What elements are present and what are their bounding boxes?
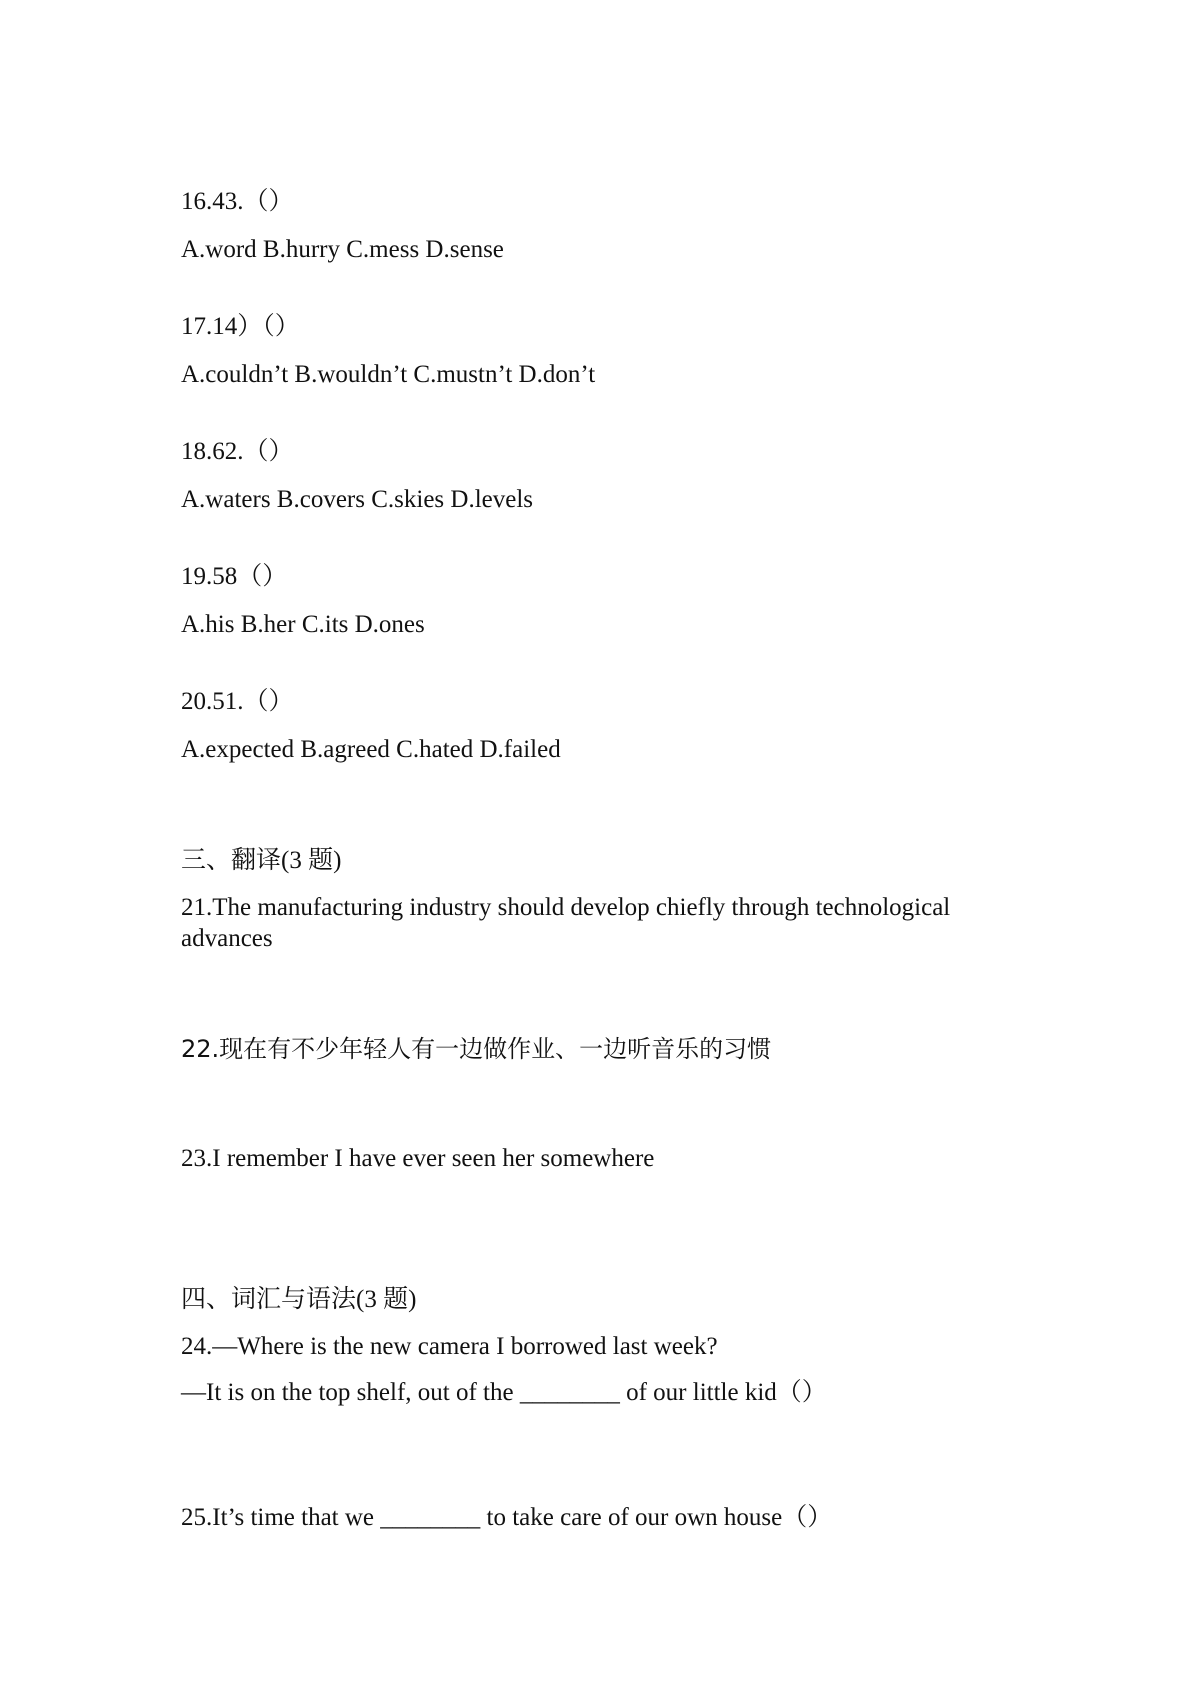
q19-options: A.his B.her C.its D.ones bbox=[181, 611, 425, 638]
q22-text: 22.现在有不少年轻人有一边做作业、一边听音乐的习惯 bbox=[181, 1035, 772, 1063]
translation-section-heading: 三、翻译(3 题) bbox=[181, 847, 342, 874]
q18-options: A.waters B.covers C.skies D.levels bbox=[181, 486, 534, 513]
q19-stem: 19.58（） bbox=[181, 563, 288, 590]
q24-line1: 24.—Where is the new camera I borrowed last week? bbox=[181, 1333, 718, 1360]
q17-stem: 17.14）（） bbox=[181, 313, 300, 340]
q20-stem: 20.51.（） bbox=[181, 688, 294, 715]
q23-text: 23.I remember I have ever seen her somewhere bbox=[181, 1145, 655, 1172]
q18-stem: 18.62.（） bbox=[181, 438, 294, 465]
vocab-section-heading: 四、词汇与语法(3 题) bbox=[181, 1286, 417, 1313]
q24-line2: —It is on the top shelf, out of the ________ of our little kid（） bbox=[181, 1379, 827, 1406]
q16-stem: 16.43.（） bbox=[181, 188, 294, 215]
q21-text: 21.The manufacturing industry should develop chiefly through technological advances bbox=[181, 894, 951, 952]
q25-text: 25.It’s time that we ________ to take care of our own house（） bbox=[181, 1504, 833, 1531]
q20-options: A.expected B.agreed C.hated D.failed bbox=[181, 736, 561, 763]
q17-options: A.couldn’t B.wouldn’t C.mustn’t D.don’t bbox=[181, 361, 596, 388]
q16-options: A.word B.hurry C.mess D.sense bbox=[181, 236, 504, 263]
